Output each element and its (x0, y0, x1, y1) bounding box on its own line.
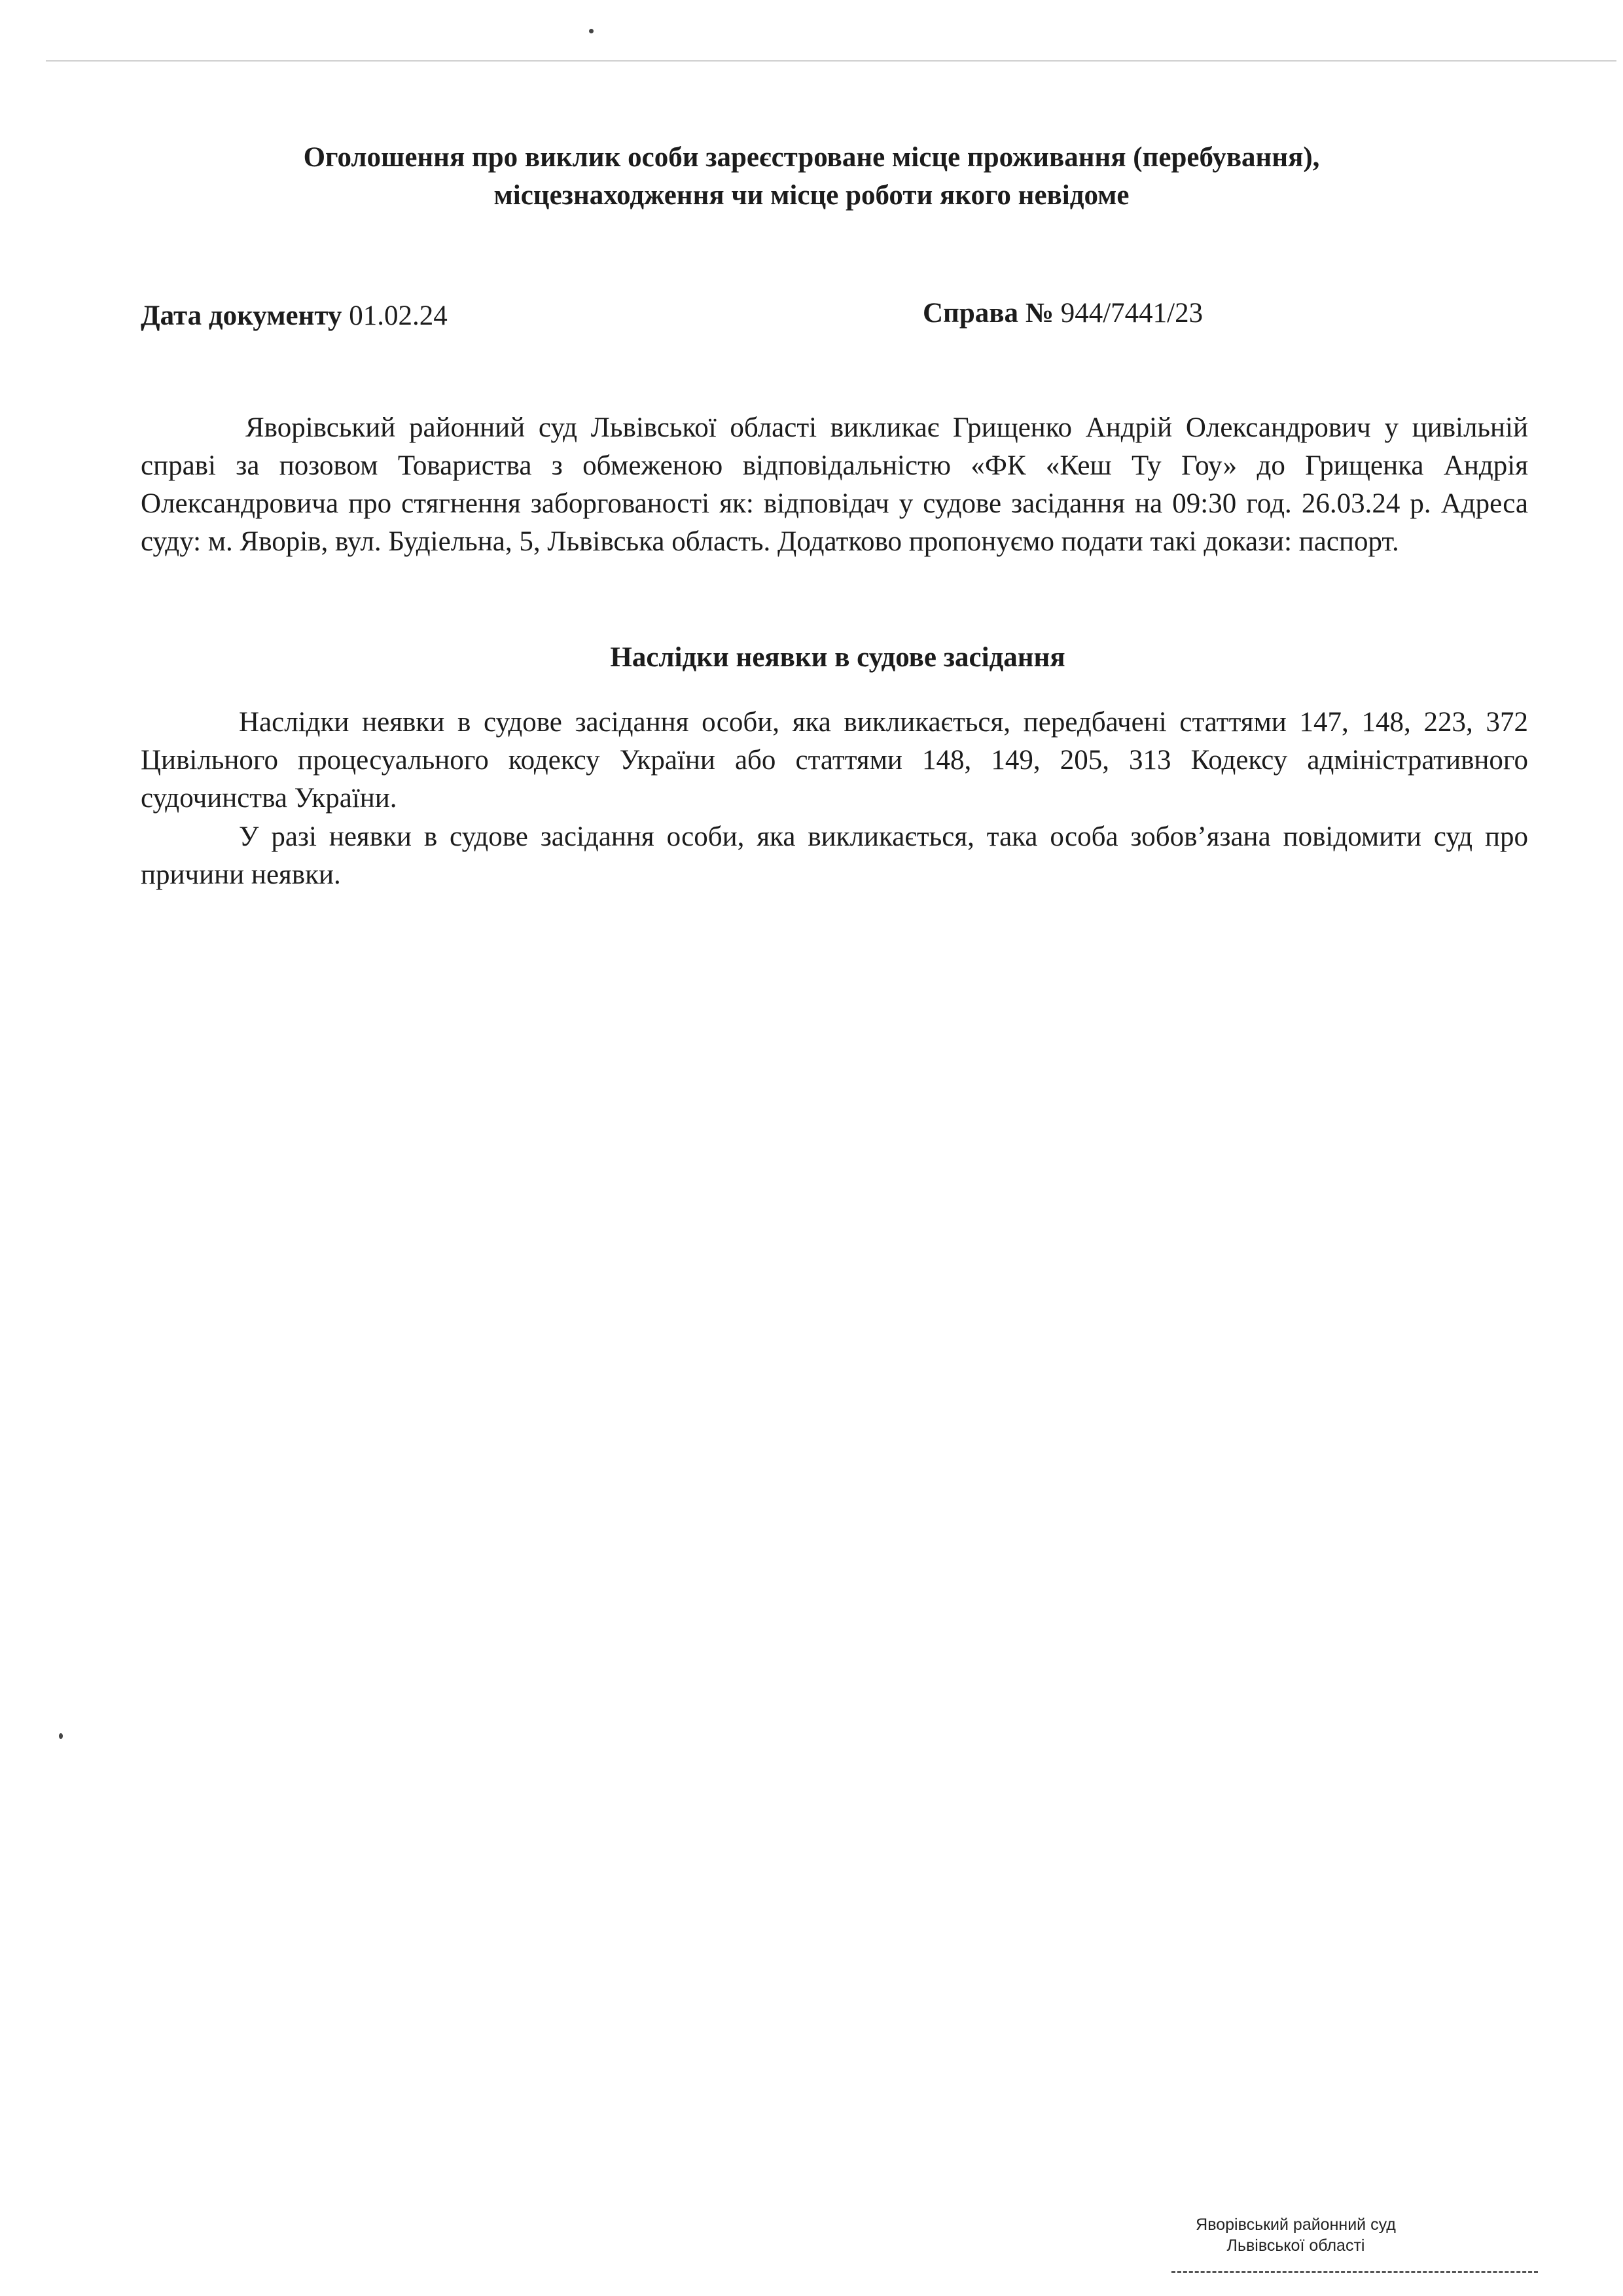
page-top-rule (46, 60, 1616, 62)
stamp-line-2: Львівської області (1226, 2236, 1365, 2255)
document-title (144, 139, 1479, 215)
obligation-paragraph: У разі неявки в судове засідання особи, яка викликається, така особа зобов’язана повідомити суд про причини неявки. (141, 821, 1528, 890)
case-number (923, 295, 1203, 332)
scan-speck (59, 1733, 63, 1739)
scan-speck (589, 29, 594, 33)
court-stamp (1178, 2214, 1414, 2256)
title-line-2: місцезнаходження чи місце роботи якого невідоме (493, 180, 1130, 211)
case-label: Справа № (923, 298, 1054, 329)
consequences-paragraph: Наслідки неявки в судове засідання особи, яка викликається, передбачені статтями 147, 148, 223, 372 Цивільного процесуального кодексу України або статтями 148, 149, 205, 313 Кодексу адміністративного судочинства України. (141, 707, 1528, 814)
document-date (141, 297, 448, 335)
title-line-1: Оголошення про виклик особи зареєстроване місце проживання (перебування), (303, 142, 1320, 173)
stamp-line-1: Яворівський районний суд (1196, 2215, 1396, 2234)
date-value: 01.02.24 (349, 300, 448, 331)
consequences-heading: Наслідки неявки в судове засідання (610, 642, 1065, 673)
summons-paragraph: Яворівський районний суд Львівської області викликає Грищенко Андрій Олександрович у цивільній справі за позовом Товариства з обмеженою відповідальністю «ФК «Кеш Ту Гоу» до Грищенка Андрія Олександровича про стягнення заборгованості як: відповідач у судове засідання на 09:30 год. 26.03.24 р. Адреса суду: м. Яворів, вул. Будіельна, 5, Львівська область. Додатково пропонуємо подати такі докази: паспорт. (141, 412, 1528, 557)
case-value: 944/7441/23 (1060, 298, 1204, 329)
date-label: Дата документу (141, 300, 342, 331)
stamp-underline (1171, 2271, 1538, 2275)
